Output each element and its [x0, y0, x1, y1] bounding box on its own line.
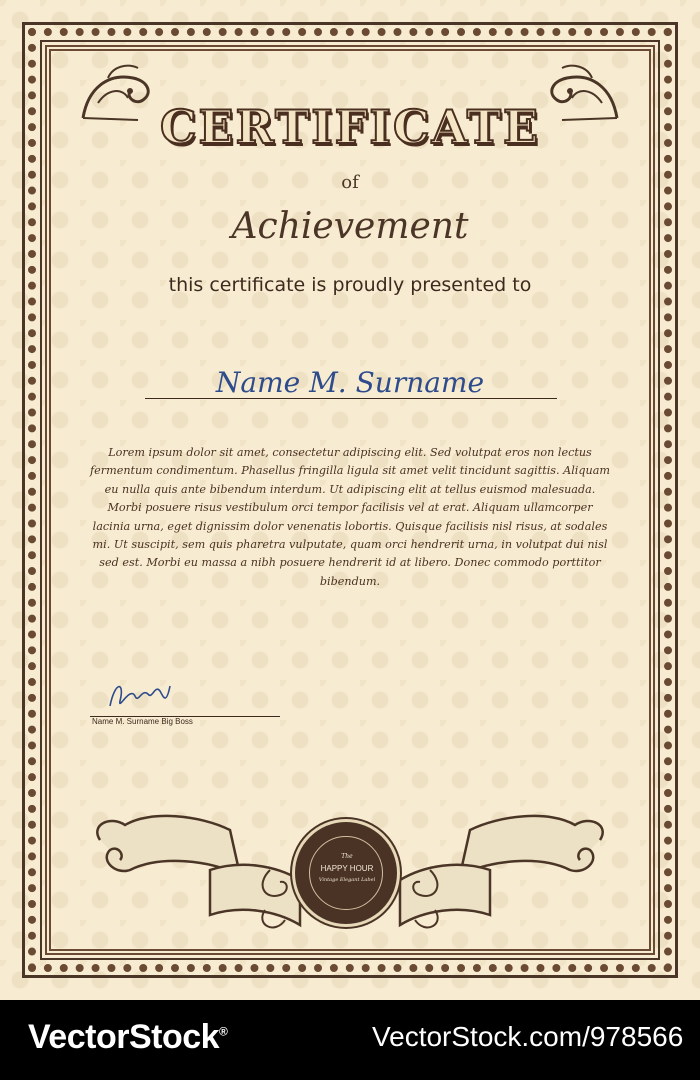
certificate-title: CERTIFICATE	[159, 100, 541, 154]
signature-label: Name M. Surname Big Boss	[92, 717, 193, 726]
recipient-name-line	[145, 398, 557, 399]
seal-title: HAPPY HOUR	[320, 864, 374, 873]
corner-flourish-left-icon	[78, 58, 158, 128]
registered-mark: ®	[219, 1024, 228, 1039]
presented-to-text: this certificate is proudly presented to	[168, 274, 532, 296]
seal-the: The	[341, 853, 353, 860]
seal-inner	[309, 836, 383, 910]
title-of: of	[341, 172, 359, 193]
signature-scribble-icon	[100, 676, 190, 716]
body-paragraph: Lorem ipsum dolor sit amet, consectetur adipiscing elit. Sed volutpat eros non lectus fermentum condimentum. Phasellus fringilla ligula sit amet velit tincidunt sagittis. Aliquam eu nulla quis ante bibendum interdum. Ut adipiscing elit at tellus euismod malesuada. Morbi posuere risus vestibulum orci tempor facilisis vel at erat. Aliquam ullamcorper lacinia urna, eget dignissim dolor venenatis lobortis. Quisque facilisis nisl risus, at sodales mi. Ut suscipit, sem quis pharetra vulputate, quam orci hendrerit urna, in volutpat dui nisl sed est. Morbi eu massa a nibh posuere hendrerit id at libero. Donec commodo porttitor bibendum.	[89, 446, 611, 588]
seal-emblem-icon	[295, 822, 397, 924]
recipient-name: Name M. Surname	[215, 366, 485, 399]
corner-flourish-right-icon	[542, 58, 622, 128]
watermark-brand-text: VectorStock	[28, 1018, 220, 1056]
watermark-url: VectorStock.com/978566	[372, 1021, 684, 1052]
title-achievement: Achievement	[231, 206, 469, 247]
watermark-brand	[28, 1018, 227, 1057]
seal-subtitle: Vintage Elegant Label	[318, 877, 376, 883]
